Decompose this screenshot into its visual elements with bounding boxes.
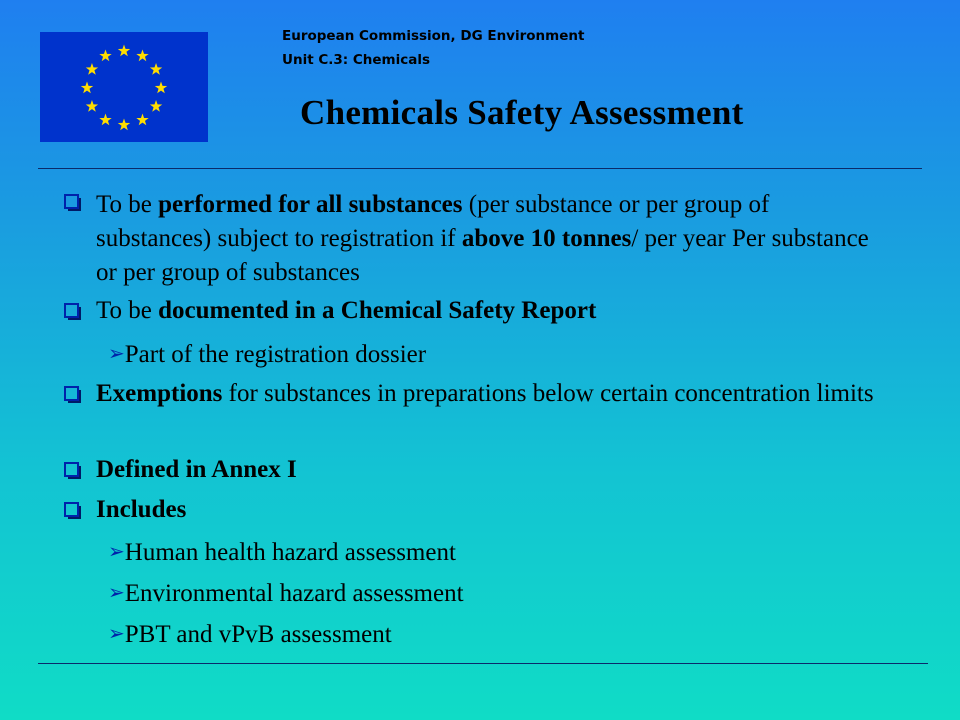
sub-bullet-dossier <box>108 339 426 369</box>
org-name: European Commission, DG Environment <box>282 28 585 44</box>
sub-bullet-human-health <box>108 537 456 567</box>
eu-flag-logo <box>40 32 208 142</box>
flag-star-icon <box>86 100 98 112</box>
arrow-bullet-icon: ➢ <box>108 580 125 604</box>
bullet-annex <box>64 456 884 484</box>
b1-post: / per year Per substance or per group of substances <box>96 225 869 286</box>
org-unit: Unit C.3: Chemicals <box>282 52 431 68</box>
header-divider <box>38 168 922 169</box>
arrow-bullet-icon: ➢ <box>108 539 125 563</box>
bullet-exemptions <box>64 380 884 408</box>
flag-star-icon <box>136 114 148 126</box>
b1-mid: (per substance or per group of substances) subject to registration if <box>96 191 770 252</box>
flag-star-icon <box>81 82 93 94</box>
b3-post: for substances in preparations below certain concentration limits <box>222 380 874 407</box>
b1-pre: To be <box>96 191 159 218</box>
sub-environmental-text: Environmental hazard assessment <box>124 580 464 607</box>
sub-dossier-text: Part of the registration dossier <box>124 341 427 368</box>
flag-star-icon <box>99 49 111 61</box>
slide-title: Chemicals Safety Assessment <box>300 93 744 132</box>
sub-bullet-environmental <box>108 578 464 608</box>
flag-star-icon <box>150 100 162 112</box>
b1-bold1: performed for all substances <box>158 191 463 218</box>
flag-star-icon <box>118 119 130 131</box>
bullet-performed <box>64 188 884 290</box>
checkbox-bullet-icon <box>64 462 79 477</box>
checkbox-bullet-icon <box>64 386 79 401</box>
arrow-bullet-icon: ➢ <box>108 341 125 365</box>
eu-flag-stars <box>40 32 208 142</box>
flag-star-icon <box>99 114 111 126</box>
flag-star-icon <box>155 82 167 94</box>
b2-pre: To be <box>96 297 159 324</box>
bullet-includes <box>64 496 884 524</box>
checkbox-bullet-icon <box>64 194 79 209</box>
flag-star-icon <box>86 63 98 75</box>
flag-star-icon <box>136 49 148 61</box>
bullet-documented <box>64 297 884 325</box>
checkbox-bullet-icon <box>64 303 79 318</box>
b2-bold: documented in a Chemical Safety Report <box>158 297 597 324</box>
b4-bold: Defined in Annex I <box>96 456 297 483</box>
checkbox-bullet-icon <box>64 502 79 517</box>
sub-bullet-pbt <box>108 619 392 649</box>
sub-human-health-text: Human health hazard assessment <box>124 539 456 566</box>
arrow-bullet-icon: ➢ <box>108 621 125 645</box>
sub-pbt-text: PBT and vPvB assessment <box>124 621 392 648</box>
b5-bold: Includes <box>96 496 187 523</box>
flag-star-icon <box>118 45 130 57</box>
b3-bold: Exemptions <box>96 380 223 407</box>
flag-star-icon <box>150 63 162 75</box>
b1-bold2: above 10 tonnes <box>461 225 632 252</box>
footer-divider <box>38 663 928 664</box>
